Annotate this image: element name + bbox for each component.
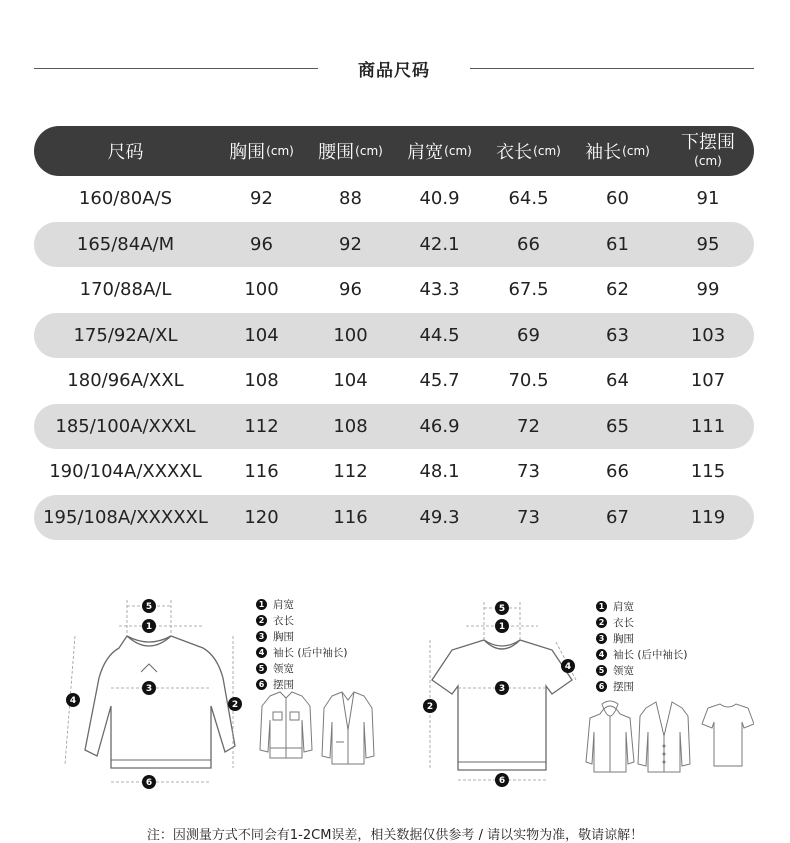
legend-item <box>596 678 688 694</box>
header-unit: (cm) <box>266 144 294 158</box>
cell-size: 160/80A/S <box>78 188 173 210</box>
cell-waist: 116 <box>333 506 368 528</box>
cell-chest: 104 <box>244 324 279 346</box>
cell-size: 165/84A/M <box>76 233 175 255</box>
legend-label: 胸围 <box>273 630 294 643</box>
number-badge-icon: 1 <box>596 601 607 612</box>
cell-sleeve: 63 <box>606 324 629 346</box>
cell-chest: 92 <box>250 188 273 210</box>
disclaimer-note: 注：因测量方式不同会有1-2CM误差，相关数据仅供参考 / 请以实物为准，敬请谅解！ <box>146 828 644 843</box>
header-label: 衣长 <box>496 142 533 163</box>
cell-length: 69 <box>517 324 540 346</box>
legend-item <box>596 630 688 646</box>
cell-chest: 100 <box>244 279 279 301</box>
cell-chest: 108 <box>244 370 279 392</box>
cell-size: 185/100A/XXXL <box>55 415 196 437</box>
cell-waist: 92 <box>339 233 362 255</box>
marker-2: 2 <box>426 702 434 712</box>
cell-size: 190/104A/XXXXL <box>49 461 202 483</box>
cell-shoulder: 44.5 <box>419 324 460 346</box>
cell-hem: 111 <box>690 415 726 437</box>
cell-chest: 112 <box>244 415 279 437</box>
header-label: 下摆围 <box>681 131 735 153</box>
cell-length: 73 <box>517 461 540 483</box>
marker-1: 1 <box>145 622 153 632</box>
title-divider-left <box>34 68 318 69</box>
number-badge-icon: 4 <box>256 647 267 658</box>
cell-size: 195/108A/XXXXXL <box>43 506 208 528</box>
cell-chest: 120 <box>244 506 279 528</box>
number-badge-icon: 5 <box>256 663 267 674</box>
cell-shoulder: 46.9 <box>419 415 460 437</box>
size-table <box>34 126 754 540</box>
table-row <box>34 222 754 268</box>
legend-item <box>596 662 688 678</box>
cell-waist: 108 <box>333 415 368 437</box>
page-title: 商品尺码 <box>358 61 430 81</box>
legend-item <box>256 612 348 628</box>
marker-6: 6 <box>145 778 153 788</box>
cell-size: 170/88A/L <box>79 279 172 301</box>
marker-3: 3 <box>498 684 506 694</box>
header-label: 尺码 <box>107 142 144 163</box>
legend-item <box>256 660 348 676</box>
marker-4: 4 <box>564 662 572 672</box>
legend-item <box>596 598 688 614</box>
cell-hem: 99 <box>696 279 720 301</box>
header-chest <box>217 138 306 164</box>
header-label: 袖长 <box>585 142 622 163</box>
cell-length: 73 <box>517 506 540 528</box>
number-badge-icon: 6 <box>596 681 607 692</box>
legend-label: 袖长 (后中袖长) <box>613 648 688 661</box>
title-divider-right <box>470 68 754 69</box>
cell-shoulder: 48.1 <box>419 461 460 483</box>
legend-label: 袖长 (后中袖长) <box>273 646 348 659</box>
cell-sleeve: 64 <box>606 370 629 392</box>
cell-waist: 112 <box>333 461 368 483</box>
table-row <box>34 449 754 495</box>
header-unit: (cm) <box>355 144 383 158</box>
marker-1: 1 <box>498 622 506 632</box>
cell-chest: 116 <box>244 461 279 483</box>
number-badge-icon: 2 <box>256 615 267 626</box>
header-waist <box>306 138 395 164</box>
number-badge-icon: 3 <box>596 633 607 644</box>
legend-label: 领宽 <box>613 664 634 677</box>
legend-label: 衣长 <box>613 616 634 629</box>
table-row <box>34 495 754 541</box>
cell-shoulder: 45.7 <box>419 370 460 392</box>
header-unit: (cm) <box>694 154 722 169</box>
cell-sleeve: 62 <box>606 279 629 301</box>
marker-5: 5 <box>498 604 506 614</box>
cell-sleeve: 60 <box>606 188 629 210</box>
cell-length: 67.5 <box>508 279 549 301</box>
cell-sleeve: 65 <box>606 415 629 437</box>
header-label: 胸围 <box>229 142 266 163</box>
legend-label: 摆围 <box>613 680 634 693</box>
table-row <box>34 176 754 222</box>
header-shoulder <box>395 138 484 164</box>
cell-waist: 104 <box>333 370 368 392</box>
marker-4: 4 <box>69 696 77 706</box>
cell-hem: 119 <box>690 506 726 528</box>
header-size <box>34 138 217 164</box>
header-unit: (cm) <box>622 144 650 158</box>
cell-chest: 96 <box>250 233 273 255</box>
title-row <box>0 54 790 84</box>
cell-shoulder: 49.3 <box>419 506 460 528</box>
cell-waist: 96 <box>339 279 362 301</box>
cell-hem: 115 <box>690 461 726 483</box>
cell-waist: 88 <box>339 188 362 210</box>
header-label: 腰围 <box>318 142 355 163</box>
number-badge-icon: 5 <box>596 665 607 676</box>
legend-label: 衣长 <box>273 614 294 627</box>
table-row <box>34 404 754 450</box>
size-table-header <box>34 126 754 176</box>
table-row <box>34 358 754 404</box>
cell-sleeve: 66 <box>606 461 629 483</box>
legend-item <box>256 628 348 644</box>
legend-item <box>596 646 688 662</box>
legend-label: 肩宽 <box>273 598 294 611</box>
legend-item <box>256 644 348 660</box>
cell-sleeve: 61 <box>606 233 629 255</box>
number-badge-icon: 3 <box>256 631 267 642</box>
legend-label: 胸围 <box>613 632 634 645</box>
legend-label: 领宽 <box>273 662 294 675</box>
measurement-legend-right <box>596 598 688 694</box>
cell-length: 70.5 <box>508 370 549 392</box>
cell-waist: 100 <box>333 324 368 346</box>
marker-6: 6 <box>498 776 506 786</box>
marker-5: 5 <box>145 602 153 612</box>
jacket-sketches-icon <box>256 690 380 770</box>
header-label: 肩宽 <box>407 142 444 163</box>
sweatshirt-measurement-diagram <box>55 596 255 792</box>
cell-size: 180/96A/XXL <box>67 370 184 392</box>
header-unit: (cm) <box>533 144 561 158</box>
cell-hem: 91 <box>696 188 720 210</box>
number-badge-icon: 1 <box>256 599 267 610</box>
legend-item <box>596 614 688 630</box>
header-hem <box>662 133 754 169</box>
cell-size: 175/92A/XL <box>73 324 178 346</box>
cell-hem: 107 <box>690 370 726 392</box>
cell-shoulder: 42.1 <box>419 233 460 255</box>
cell-sleeve: 67 <box>606 506 629 528</box>
cell-hem: 95 <box>696 233 720 255</box>
tshirt-measurement-diagram <box>418 598 590 788</box>
cell-hem: 103 <box>690 324 726 346</box>
cell-shoulder: 40.9 <box>419 188 460 210</box>
marker-3: 3 <box>145 684 153 694</box>
garment-sketches-icon <box>584 696 754 776</box>
marker-2: 2 <box>231 700 239 710</box>
header-unit: (cm) <box>444 144 472 158</box>
table-row <box>34 313 754 359</box>
table-row <box>34 267 754 313</box>
number-badge-icon: 4 <box>596 649 607 660</box>
number-badge-icon: 6 <box>256 679 267 690</box>
cell-length: 64.5 <box>508 188 549 210</box>
legend-item <box>256 596 348 612</box>
header-sleeve <box>573 138 662 164</box>
measurement-legend-left <box>256 596 348 692</box>
cell-shoulder: 43.3 <box>419 279 460 301</box>
number-badge-icon: 2 <box>596 617 607 628</box>
cell-length: 66 <box>517 233 540 255</box>
legend-label: 摆围 <box>273 678 294 691</box>
cell-length: 72 <box>517 415 540 437</box>
legend-label: 肩宽 <box>613 600 634 613</box>
header-length <box>484 138 573 164</box>
